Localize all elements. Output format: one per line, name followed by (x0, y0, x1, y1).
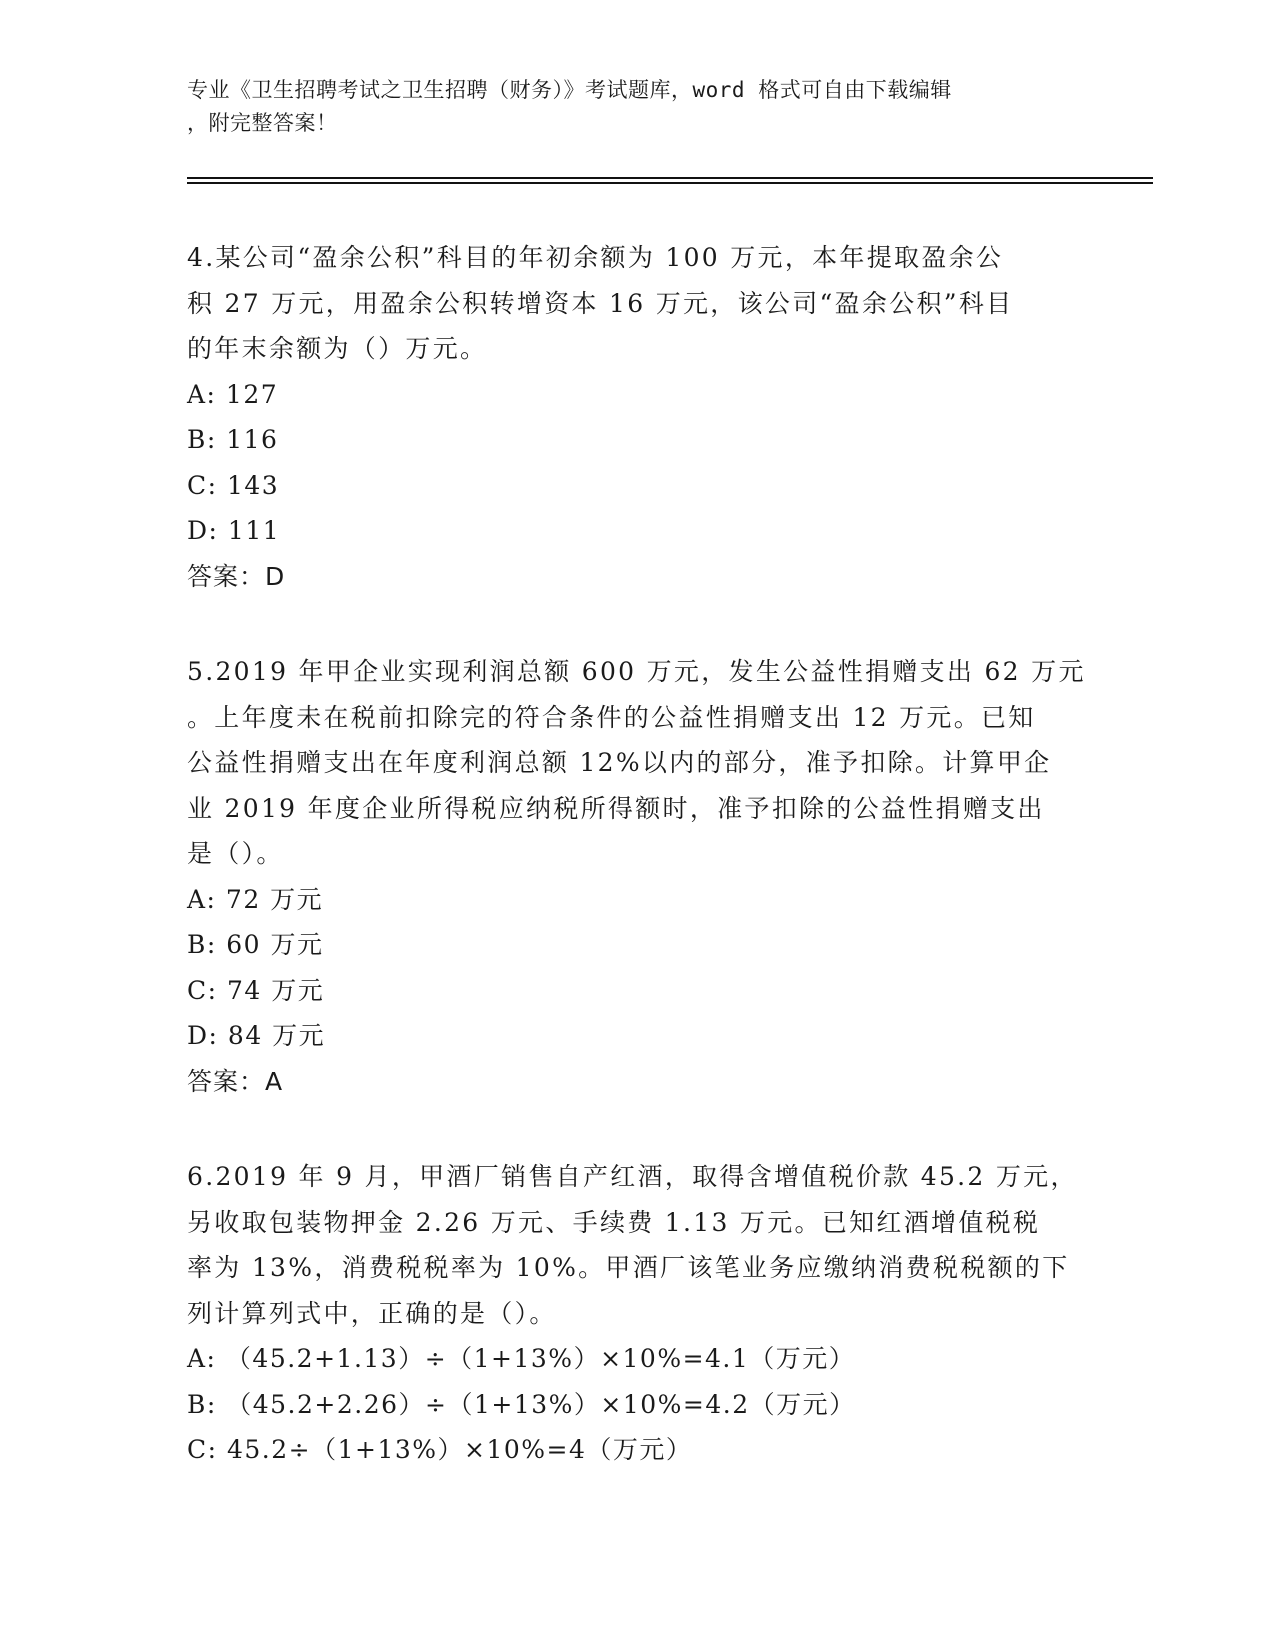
question-stem-line: 4.某公司“盈余公积”科目的年初余额为 100 万元，本年提取盈余公 (187, 243, 1004, 272)
question-stem-line: 公益性捐赠支出在年度利润总额 12%以内的部分，准予扣除。计算甲企 (187, 748, 1052, 777)
answer-line: 答案：A (187, 1066, 284, 1096)
header-divider-bottom (187, 182, 1153, 184)
document-header (187, 74, 1087, 140)
header-line-1: 专业《卫生招聘考试之卫生招聘（财务）》考试题库，word 格式可自由下载编辑 (187, 78, 952, 102)
question-stem-line: 是（）。 (187, 839, 284, 868)
option-c: C: 143 (187, 470, 280, 500)
option-c: C: 74 万元 (187, 975, 325, 1005)
question-stem-line: 率为 13%，消费税税率为 10%。甲酒厂该笔业务应缴纳消费税税额的下 (187, 1253, 1070, 1282)
question-stem-line: 。上年度未在税前扣除完的符合条件的公益性捐赠支出 12 万元。已知 (187, 702, 1036, 732)
question-stem-line: 积 27 万元，用盈余公积转增资本 16 万元，该公司“盈余公积”科目 (187, 288, 1014, 318)
option-b: B: 116 (187, 425, 279, 454)
option-a: A: 72 万元 (187, 884, 324, 914)
question-list (187, 235, 1087, 1523)
header-divider-top (187, 177, 1153, 179)
question-stem-line: 业 2019 年度企业所得税应纳税所得额时，准予扣除的公益性捐赠支出 (187, 793, 1045, 823)
question-5 (187, 649, 1087, 1104)
option-a: A: 127 (187, 379, 279, 409)
option-b: B: （45.2+2.26）÷（1+13%）×10%=4.2（万元） (187, 1389, 856, 1419)
question-stem-line: 另收取包装物押金 2.26 万元、手续费 1.13 万元。已知红酒增值税税 (187, 1207, 1041, 1237)
option-b: B: 60 万元 (187, 930, 324, 959)
question-stem-line: 6.2019 年 9 月，甲酒厂销售自产红酒，取得含增值税价款 45.2 万元， (187, 1162, 1078, 1191)
question-4 (187, 235, 1087, 599)
option-d: D: 111 (187, 516, 281, 545)
question-stem-line: 列计算列式中，正确的是（）。 (187, 1298, 557, 1328)
option-d: D: 84 万元 (187, 1021, 326, 1050)
option-a: A: （45.2+1.13）÷（1+13%）×10%=4.1（万元） (187, 1344, 856, 1373)
question-6 (187, 1154, 1087, 1473)
answer-line: 答案：D (187, 561, 286, 591)
question-stem-line: 5.2019 年甲企业实现利润总额 600 万元，发生公益性捐赠支出 62 万元 (187, 657, 1086, 686)
header-line-2: ，附完整答案！ (187, 111, 338, 135)
question-stem-line: 的年末余额为（）万元。 (187, 334, 488, 363)
option-c: C: 45.2÷（1+13%）×10%=4（万元） (187, 1435, 693, 1464)
